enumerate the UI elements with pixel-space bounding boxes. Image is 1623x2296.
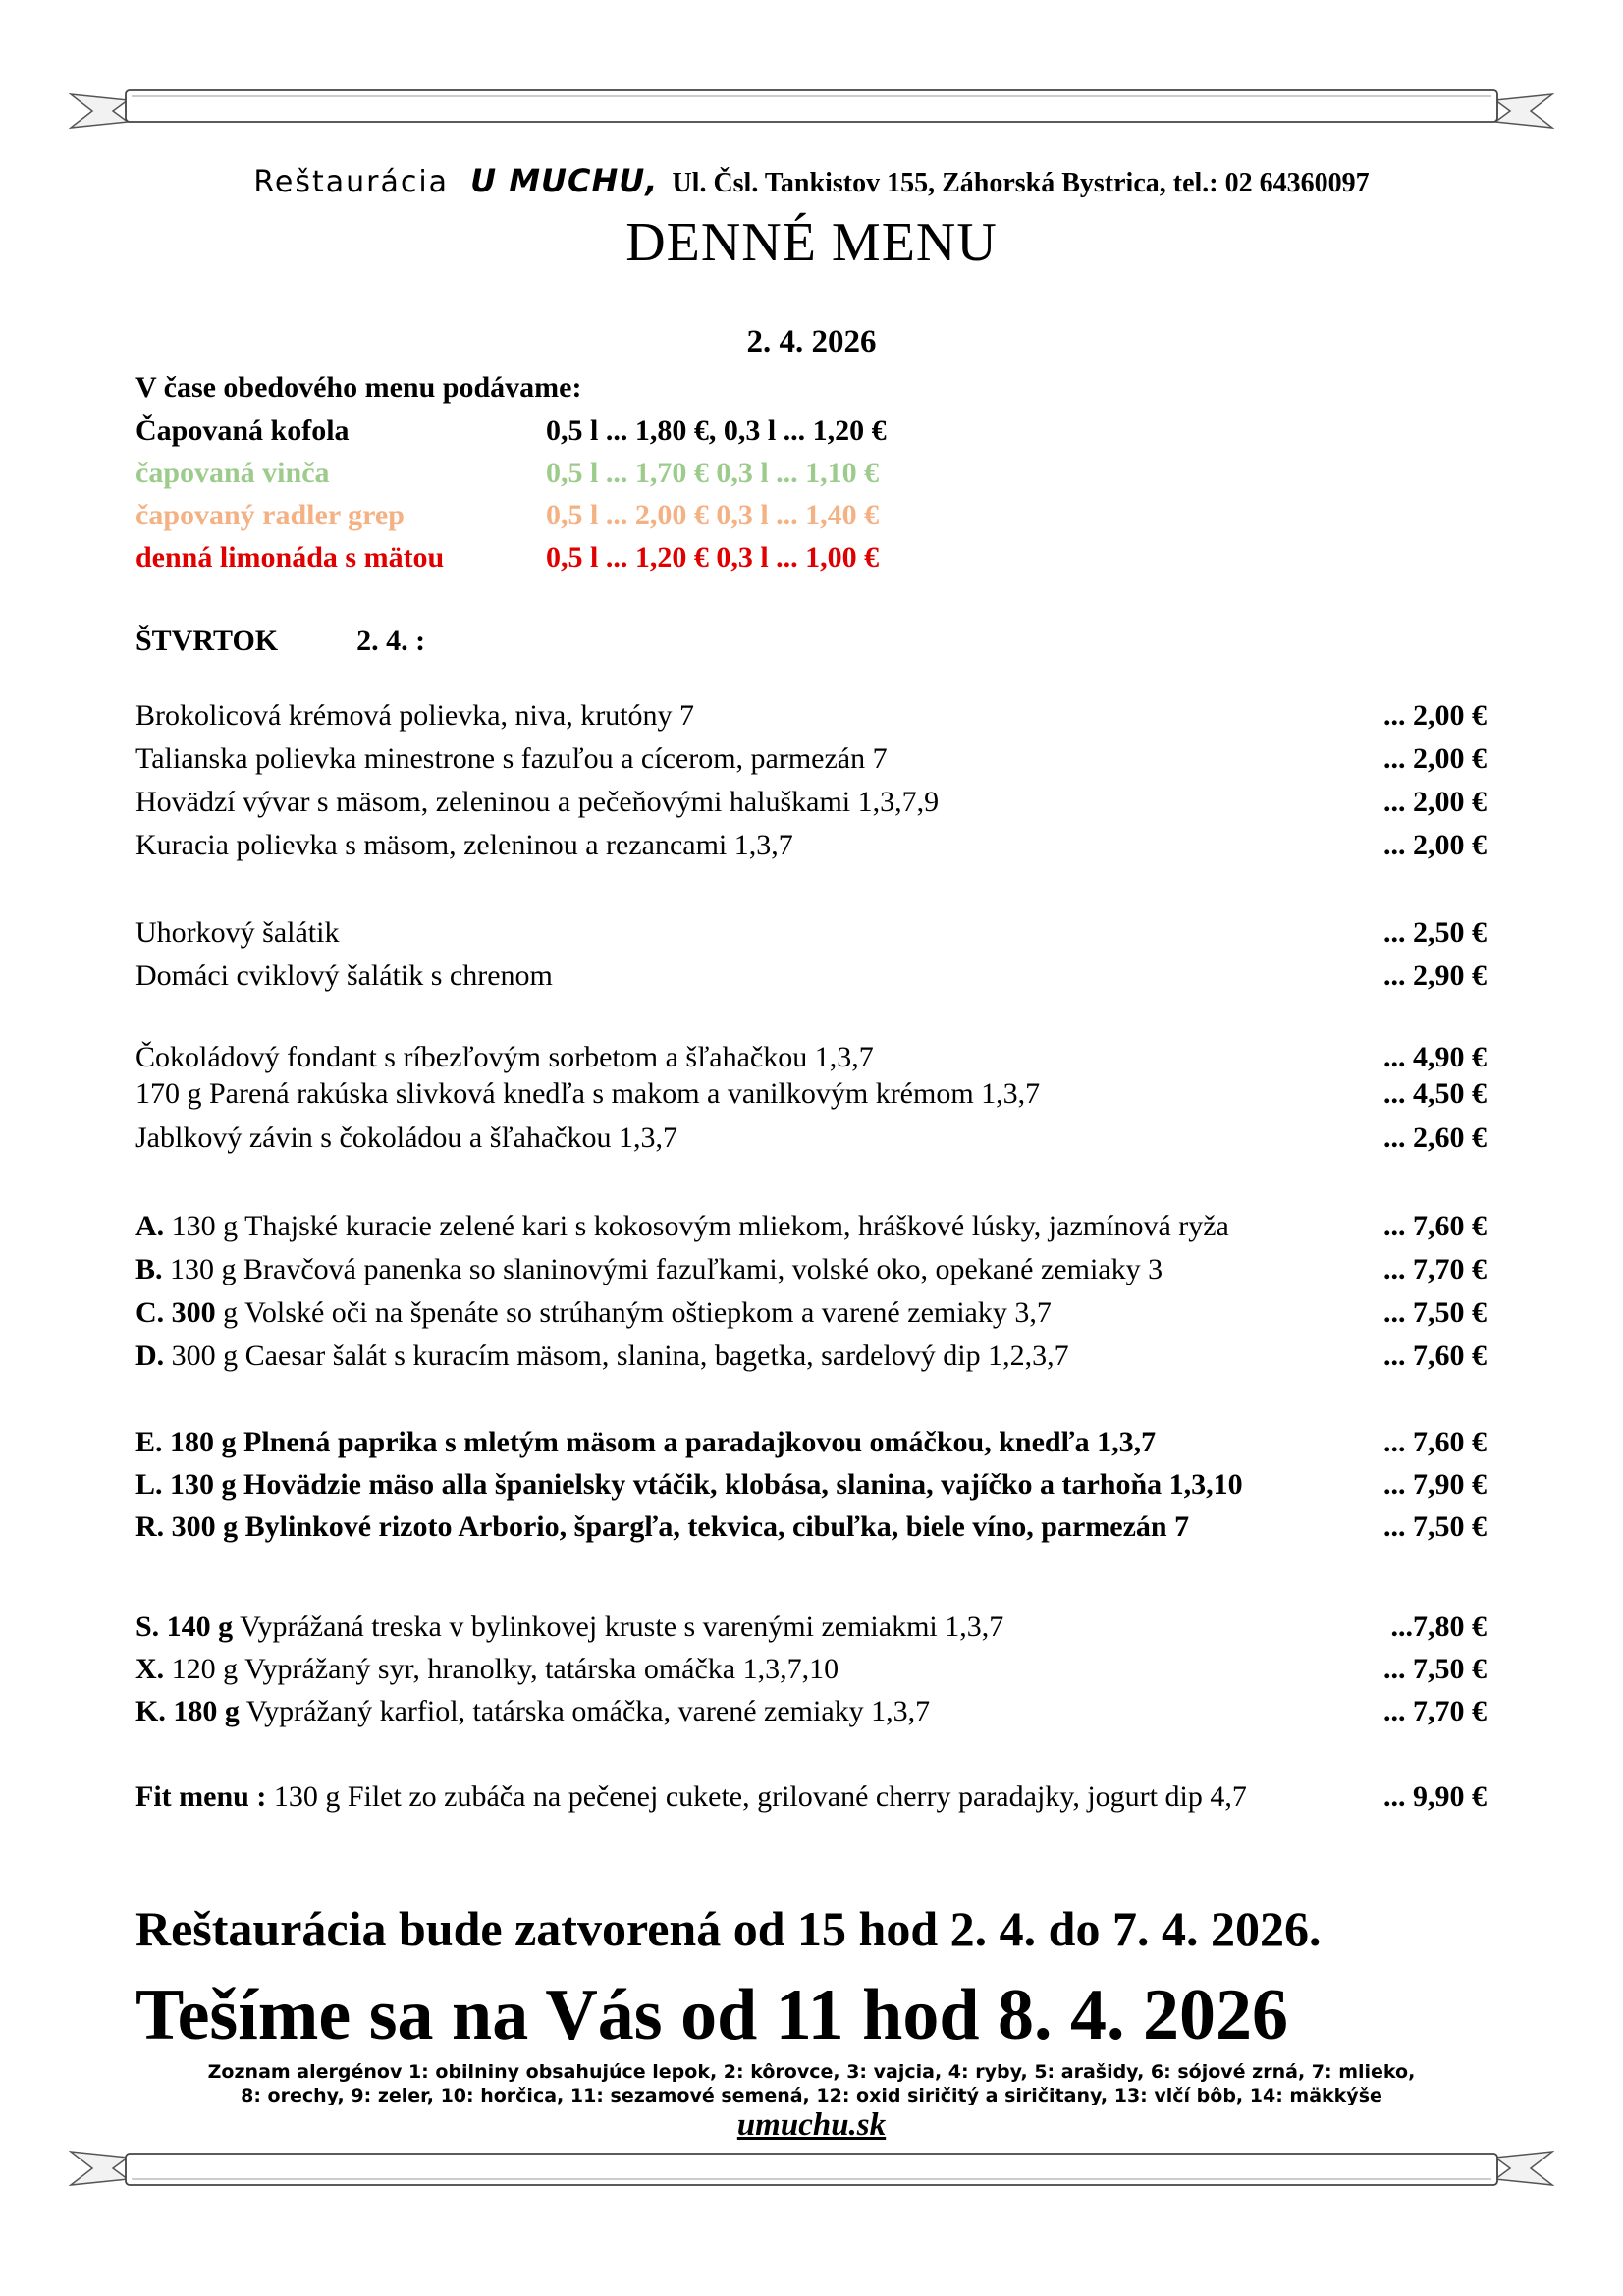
allergen-list-line-2: 8: orechy, 9: zeler, 10: horčica, 11: sezamové semená, 12: oxid siričitý a siričitany, 13: vlčí bôb, 14: mäkkýše xyxy=(241,2085,1382,2106)
day-date: 2. 4. : xyxy=(356,625,426,657)
restaurant-header xyxy=(0,162,1623,199)
item-text xyxy=(135,1695,930,1728)
item-text xyxy=(135,1611,1003,1644)
item-text: R. 300 g Bylinkové rizoto Arborio, špargľa, tekvica, cibuľka, biele víno, parmezán 7 xyxy=(135,1510,1190,1543)
closed-notice: Reštaurácia bude zatvorená od 15 hod 2. 4. do 7. 4. 2026. xyxy=(135,1901,1322,1956)
item-desc: 130 g Filet zo zubáča na pečenej cukete, grilované cherry paradajky, jogurt dip 4,7 xyxy=(266,1780,1247,1813)
item-desc: 120 g Vyprážaný syr, hranolky, tatárska omáčka 1,3,7,10 xyxy=(164,1653,839,1685)
day-name: ŠTVRTOK xyxy=(135,625,279,657)
item-code: D. xyxy=(135,1339,165,1372)
item-price: ... 2,50 € xyxy=(1383,916,1487,949)
item-text: L. 130 g Hovädzie mäso alla španielsky vtáčik, klobása, slanina, vajíčko a tarhoňa 1,3,10 xyxy=(135,1468,1243,1501)
menu-item-soup xyxy=(135,786,1487,825)
item-desc: Vyprážaný karfiol, tatárska omáčka, varené zemiaky 1,3,7 xyxy=(239,1695,931,1727)
menu-item-salad xyxy=(135,959,1487,999)
item-code: A. xyxy=(135,1210,165,1242)
item-price: ... 7,90 € xyxy=(1383,1468,1487,1501)
item-text xyxy=(135,1296,1052,1330)
menu-item-fried xyxy=(135,1653,1487,1692)
item-code: B. xyxy=(135,1253,163,1285)
item-code: C. 300 xyxy=(135,1296,216,1329)
item-text: Čokoládový fondant s ríbezľovým sorbetom a šľahačkou 1,3,7 xyxy=(135,1041,874,1073)
item-code: X. xyxy=(135,1653,165,1685)
item-price: ... 7,50 € xyxy=(1383,1510,1487,1543)
item-price: ... 2,00 € xyxy=(1383,786,1487,818)
item-price: ... 7,70 € xyxy=(1383,1695,1487,1727)
menu-item-dessert xyxy=(135,1121,1487,1161)
menu-item-soup xyxy=(135,829,1487,868)
menu-item-main xyxy=(135,1253,1487,1292)
menu-item-main xyxy=(135,1339,1487,1379)
item-price: ... 7,70 € xyxy=(1383,1253,1487,1285)
menu-item-fried xyxy=(135,1695,1487,1734)
item-desc: Vyprážaná treska v bylinkovej kruste s varenými zemiakmi 1,3,7 xyxy=(233,1611,1004,1643)
item-weight: 300 g xyxy=(164,1339,239,1372)
item-desc: Thajské kuracie zelené kari s kokosovým mliekom, hráškové lúsky, jazmínová ryža xyxy=(238,1210,1229,1242)
menu-item-fit xyxy=(135,1780,1487,1820)
item-text xyxy=(135,1339,1069,1373)
day-heading xyxy=(135,625,425,658)
welcome-notice: Tešíme sa na Vás od 11 hod 8. 4. 2026 xyxy=(135,1975,1288,2055)
item-price: ... 7,50 € xyxy=(1383,1296,1487,1329)
menu-item-main xyxy=(135,1426,1487,1465)
item-weight: 130 g xyxy=(164,1210,239,1242)
drink-name: denná limonáda s mätou xyxy=(135,541,445,574)
item-price: ...7,80 € xyxy=(1390,1611,1487,1643)
restaurant-address: Ul. Čsl. Tankistov 155, Záhorská Bystrica, tel.: 02 64360097 xyxy=(672,168,1370,198)
menu-item-salad xyxy=(135,916,1487,956)
page-title: DENNÉ MENU xyxy=(625,212,998,273)
item-text: E. 180 g Plnená paprika s mletým mäsom a paradajkovou omáčkou, knedľa 1,3,7 xyxy=(135,1426,1157,1458)
menu-item-fried xyxy=(135,1611,1487,1650)
item-price: ... 7,50 € xyxy=(1383,1653,1487,1685)
item-price: ... 7,60 € xyxy=(1383,1339,1487,1372)
item-text xyxy=(135,1210,1229,1243)
drink-name: čapovaná vinča xyxy=(135,457,330,489)
menu-item-soup xyxy=(135,742,1487,782)
item-price: ... 9,90 € xyxy=(1383,1780,1487,1813)
menu-item-soup xyxy=(135,699,1487,738)
item-desc: Bravčová panenka so slaninovými fazuľkami, volské oko, opekané zemiaky 3 xyxy=(236,1253,1163,1285)
menu-item-dessert xyxy=(135,1077,1487,1117)
item-price: ... 7,60 € xyxy=(1383,1210,1487,1242)
menu-date: 2. 4. 2026 xyxy=(746,324,877,359)
drink-row xyxy=(135,499,879,532)
item-price: ... 2,00 € xyxy=(1383,699,1487,732)
item-text: 170 g Parená rakúska slivková knedľa s makom a vanilkovým krémom 1,3,7 xyxy=(135,1077,1041,1110)
menu-item-main xyxy=(135,1510,1487,1550)
drink-name: Čapovaná kofola xyxy=(135,414,350,447)
drink-price: 0,5 l ... 1,20 € 0,3 l ... 1,00 € xyxy=(546,541,880,574)
item-weight: g xyxy=(215,1296,239,1329)
drink-price: 0,5 l ... 1,70 € 0,3 l ... 1,10 € xyxy=(546,457,880,489)
drinks-intro: V čase obedového menu podávame: xyxy=(135,371,582,404)
item-price: ... 4,50 € xyxy=(1383,1077,1487,1110)
restaurant-word: Reštaurácia xyxy=(253,165,450,199)
item-text: Hovädzí vývar s mäsom, zeleninou a pečeňovými haluškami 1,3,7,9 xyxy=(135,786,940,818)
fit-label: Fit menu : xyxy=(135,1780,267,1813)
item-text: Kuracia polievka s mäsom, zeleninou a rezancami 1,3,7 xyxy=(135,829,793,861)
menu-item-main xyxy=(135,1210,1487,1249)
item-text xyxy=(135,1653,839,1686)
item-price: ... 4,90 € xyxy=(1383,1041,1487,1073)
drink-price: 0,5 l ... 2,00 € 0,3 l ... 1,40 € xyxy=(546,499,880,531)
item-price: ... 2,60 € xyxy=(1383,1121,1487,1154)
item-price: ... 7,60 € xyxy=(1383,1426,1487,1458)
drink-price: 0,5 l ... 1,80 €, 0,3 l ... 1,20 € xyxy=(546,414,887,447)
drink-row xyxy=(135,457,879,490)
drink-row xyxy=(135,414,887,448)
menu-item-main xyxy=(135,1296,1487,1336)
item-desc: Volské oči na špenáte so strúhaným oštiepkom a varené zemiaky 3,7 xyxy=(238,1296,1052,1329)
website-link[interactable]: umuchu.sk xyxy=(736,2107,887,2143)
item-text: Talianska polievka minestrone s fazuľou a cícerom, parmezán 7 xyxy=(135,742,888,775)
scroll-banner-top xyxy=(69,86,1554,132)
menu-item-main xyxy=(135,1468,1487,1507)
item-price: ... 2,90 € xyxy=(1383,959,1487,992)
item-price: ... 2,00 € xyxy=(1383,742,1487,775)
item-text: Brokolicová krémová polievka, niva, krutóny 7 xyxy=(135,699,695,732)
item-text: Jablkový závin s čokoládou a šľahačkou 1,3,7 xyxy=(135,1121,678,1154)
menu-item-dessert xyxy=(135,1041,1487,1080)
restaurant-brand: U MUCHU, xyxy=(470,162,659,199)
drink-name: čapovaný radler grep xyxy=(135,499,405,531)
item-desc: Caesar šalát s kuracím mäsom, slanina, bagetka, sardelový dip 1,2,3,7 xyxy=(238,1339,1069,1372)
item-code: S. 140 g xyxy=(135,1611,234,1643)
drink-row xyxy=(135,541,879,574)
allergen-list-line-1: Zoznam alergénov 1: obilniny obsahujúce lepok, 2: kôrovce, 3: vajcia, 4: ryby, 5: arašidy, 6: sójové zrná, 7: mlieko, xyxy=(207,2061,1416,2083)
item-text: Domáci cviklový šalátik s chrenom xyxy=(135,959,553,992)
item-code: K. 180 g xyxy=(135,1695,240,1727)
item-weight: 130 g xyxy=(162,1253,237,1285)
item-price: ... 2,00 € xyxy=(1383,829,1487,861)
item-text: Uhorkový šalátik xyxy=(135,916,340,949)
item-text xyxy=(135,1253,1163,1286)
item-text xyxy=(135,1780,1247,1814)
scroll-banner-bottom xyxy=(69,2144,1554,2189)
